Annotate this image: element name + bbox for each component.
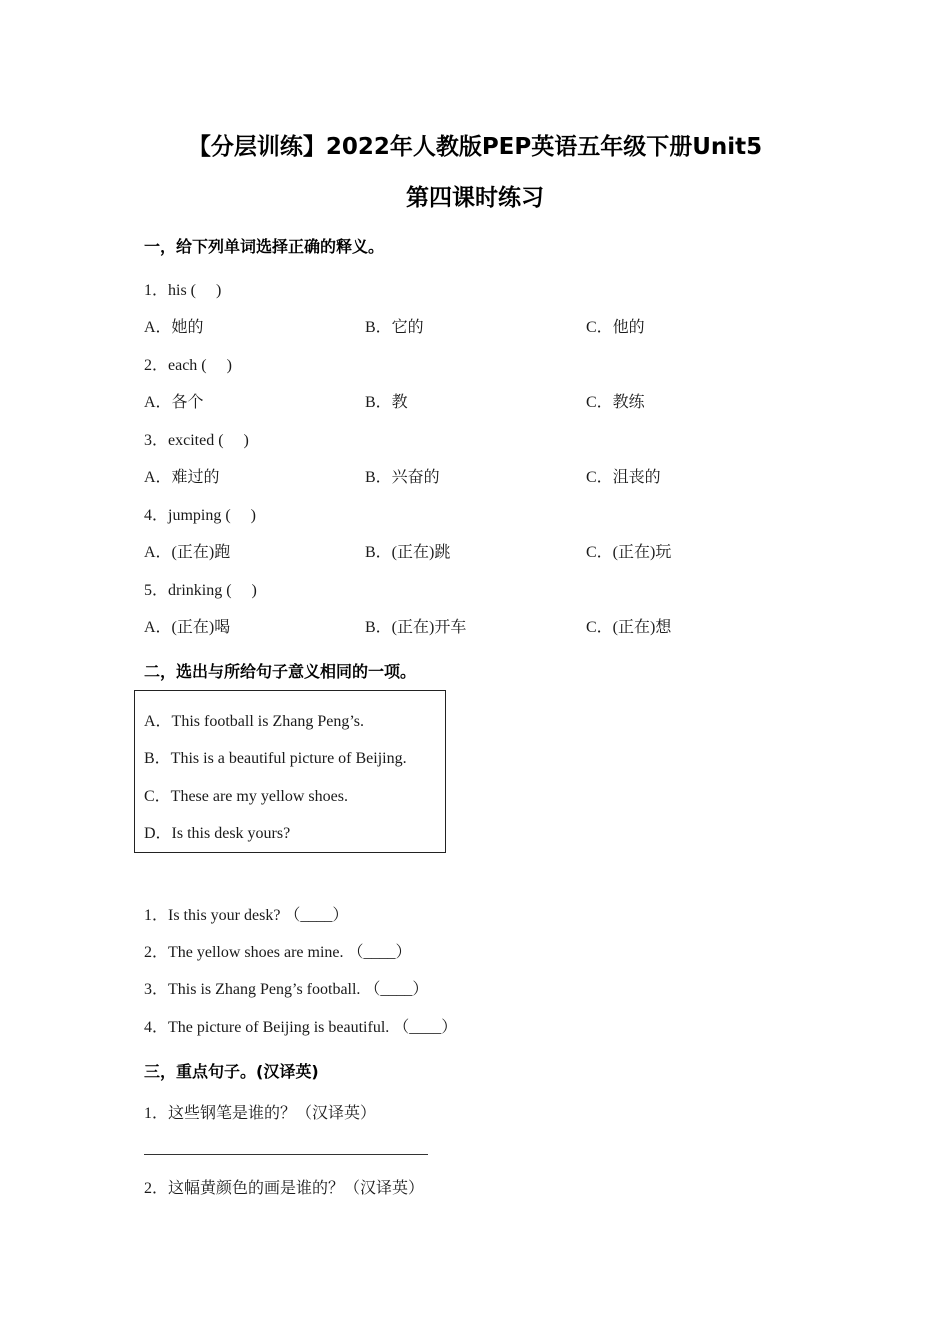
option-b: B．教	[365, 394, 408, 411]
option-c: C．他的	[586, 319, 645, 336]
option-b: B．(正在)跳	[365, 544, 451, 561]
question-stem: 4．jumping ( )	[144, 507, 256, 524]
option-a: A．各个	[144, 394, 204, 411]
matching-question: 1．Is this your desk? （____）	[144, 907, 349, 924]
page-title-line-1: 【分层训练】2022年人教版PEP英语五年级下册Unit5	[187, 134, 763, 160]
matching-question: 4．The picture of Beijing is beautiful. （____）	[144, 1019, 458, 1036]
option-a: A．难过的	[144, 469, 220, 486]
box-option-c: C．These are my yellow shoes.	[144, 788, 348, 805]
section-2-heading: 二，选出与所给句子意义相同的一项。	[144, 662, 417, 681]
option-b: B．(正在)开车	[365, 619, 467, 636]
option-c: C．(正在)想	[586, 619, 672, 636]
page-title-line-2: 第四课时练习	[406, 185, 544, 211]
option-a: A．(正在)跑	[144, 544, 231, 561]
option-b: B．兴奋的	[365, 469, 440, 486]
box-option-d: D．Is this desk yours?	[144, 825, 291, 842]
question-stem: 5．drinking ( )	[144, 582, 257, 599]
question-stem: 3．excited ( )	[144, 432, 249, 449]
option-a: A．她的	[144, 319, 204, 336]
question-stem: 2．each ( )	[144, 357, 232, 374]
translation-question: 1．这些钢笔是谁的？（汉译英）	[144, 1105, 377, 1122]
matching-question: 2．The yellow shoes are mine. （____）	[144, 944, 412, 961]
question-stem: 1．his ( )	[144, 282, 222, 299]
section-1-heading: 一，给下列单词选择正确的释义。	[144, 237, 385, 256]
translation-question: 2．这幅黄颜色的画是谁的？（汉译英）	[144, 1180, 425, 1197]
option-a: A．(正在)喝	[144, 619, 231, 636]
box-option-a: A．This football is Zhang Peng’s.	[144, 713, 364, 730]
matching-question: 3．This is Zhang Peng’s football. （____）	[144, 981, 429, 998]
option-c: C．(正在)玩	[586, 544, 672, 561]
option-c: C．沮丧的	[586, 469, 661, 486]
answer-line	[144, 1154, 428, 1155]
option-b: B．它的	[365, 319, 424, 336]
section-3-heading: 三，重点句子。(汉译英)	[144, 1062, 319, 1081]
option-c: C．教练	[586, 394, 645, 411]
box-option-b: B．This is a beautiful picture of Beijing.	[144, 750, 407, 767]
